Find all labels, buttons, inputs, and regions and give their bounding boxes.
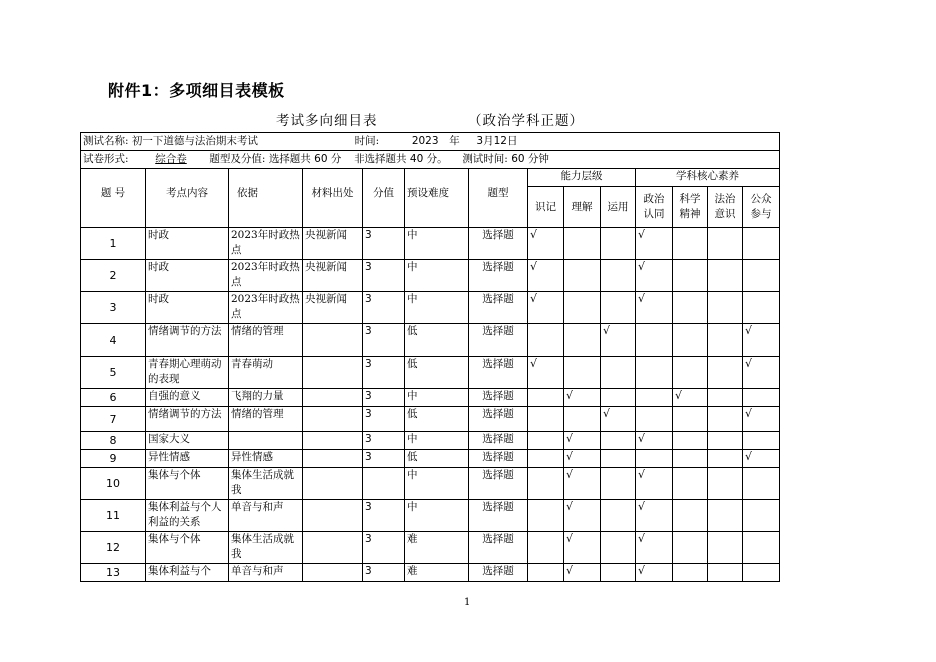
legal-awareness-cell [708, 407, 743, 432]
difficulty: 低 [405, 324, 469, 357]
question-number: 11 [81, 500, 146, 532]
basis: 飞翔的力量 [229, 389, 303, 407]
table-row [81, 407, 780, 432]
material-source [303, 432, 363, 450]
basis: 2023年时政热点 [229, 228, 303, 260]
recall-cell [528, 450, 564, 468]
header-difficulty: 预设难度 [405, 169, 469, 228]
check-mark: √ [566, 389, 574, 402]
question-type: 选择题 [469, 292, 528, 324]
political-identity-cell [636, 324, 673, 357]
difficulty: 中 [405, 468, 469, 500]
table-row [81, 468, 780, 500]
public-participation-cell [743, 450, 780, 468]
basis: 单音与和声 [229, 564, 303, 582]
apply-cell [601, 324, 636, 357]
public-participation-cell [743, 228, 780, 260]
header-no: 题 号 [81, 169, 146, 228]
scientific-spirit-cell [673, 228, 708, 260]
question-type: 选择题 [469, 432, 528, 450]
difficulty: 低 [405, 450, 469, 468]
difficulty: 低 [405, 357, 469, 389]
public-participation-cell [743, 260, 780, 292]
legal-awareness-cell [708, 450, 743, 468]
difficulty: 中 [405, 292, 469, 324]
question-type: 选择题 [469, 468, 528, 500]
header-point: 考点内容 [146, 169, 229, 228]
knowledge-point: 时政 [146, 260, 229, 292]
material-source [303, 407, 363, 432]
exam-name: 初一下道德与法治期末考试 [131, 135, 258, 147]
understand-cell [564, 324, 601, 357]
score: 3 [363, 407, 405, 432]
check-mark: √ [566, 432, 574, 445]
apply-cell [601, 450, 636, 468]
political-identity-cell [636, 292, 673, 324]
table-row [81, 324, 780, 357]
check-mark: √ [603, 324, 611, 337]
table-row [81, 564, 780, 582]
basis [229, 432, 303, 450]
knowledge-point: 集体与个体 [146, 532, 229, 564]
material-source: 央视新闻 [303, 292, 363, 324]
public-participation-cell [743, 292, 780, 324]
understand-cell [564, 389, 601, 407]
nonchoice-unit: 分。 [426, 153, 448, 165]
basis: 2023年时政热点 [229, 292, 303, 324]
understand-cell [564, 450, 601, 468]
score: 3 [363, 500, 405, 532]
question-number: 5 [81, 357, 146, 389]
public-participation-cell [743, 324, 780, 357]
apply-cell [601, 357, 636, 389]
scientific-spirit-cell [673, 432, 708, 450]
header-score: 分值 [363, 169, 405, 228]
scientific-spirit-cell [673, 532, 708, 564]
material-source [303, 500, 363, 532]
question-number: 4 [81, 324, 146, 357]
apply-cell [601, 228, 636, 260]
political-identity-cell [636, 260, 673, 292]
exam-date: 3月12日 [476, 135, 518, 147]
question-type: 选择题 [469, 357, 528, 389]
form-label: 试卷形式: [83, 153, 129, 165]
legal-awareness-cell [708, 260, 743, 292]
duration-value: 60 [511, 153, 525, 165]
knowledge-point: 国家大义 [146, 432, 229, 450]
understand-cell [564, 564, 601, 582]
choice-text: 选择题共 [268, 153, 311, 165]
header-scientific-spirit: 科学精神 [673, 187, 708, 228]
score: 3 [363, 228, 405, 260]
recall-cell [528, 260, 564, 292]
check-mark: √ [530, 260, 538, 273]
check-mark: √ [638, 500, 646, 513]
check-mark: √ [530, 228, 538, 241]
knowledge-point: 自强的意义 [146, 389, 229, 407]
question-type: 选择题 [469, 564, 528, 582]
check-mark: √ [566, 564, 574, 577]
scientific-spirit-cell [673, 407, 708, 432]
material-source [303, 357, 363, 389]
recall-cell [528, 564, 564, 582]
score: 3 [363, 564, 405, 582]
table-row [81, 357, 780, 389]
nonchoice-score: 40 [409, 153, 424, 165]
table-row [81, 500, 780, 532]
question-number: 13 [81, 564, 146, 582]
knowledge-point: 时政 [146, 292, 229, 324]
score-label: 题型及分值: [209, 153, 266, 165]
question-number: 7 [81, 407, 146, 432]
material-source [303, 450, 363, 468]
public-participation-cell [743, 468, 780, 500]
table-row [81, 228, 780, 260]
legal-awareness-cell [708, 324, 743, 357]
check-mark: √ [638, 532, 646, 545]
basis: 异性情感 [229, 450, 303, 468]
legal-awareness-cell [708, 532, 743, 564]
header-legal-awareness: 法治意识 [708, 187, 743, 228]
choice-score: 60 [314, 153, 328, 165]
difficulty: 难 [405, 564, 469, 582]
question-number: 3 [81, 292, 146, 324]
question-number: 1 [81, 228, 146, 260]
check-mark: √ [745, 357, 753, 370]
understand-cell [564, 260, 601, 292]
check-mark: √ [745, 324, 753, 337]
table-row [81, 450, 780, 468]
legal-awareness-cell [708, 500, 743, 532]
question-type: 选择题 [469, 260, 528, 292]
material-source [303, 564, 363, 582]
recall-cell [528, 468, 564, 500]
material-source [303, 532, 363, 564]
public-participation-cell [743, 389, 780, 407]
basis: 集体生活成就我 [229, 532, 303, 564]
exam-name-label: 测试名称: [83, 135, 129, 147]
apply-cell [601, 468, 636, 500]
question-type: 选择题 [469, 532, 528, 564]
header-recall: 识记 [528, 187, 564, 228]
header-literacy: 学科核心素养 [636, 169, 780, 187]
understand-cell [564, 432, 601, 450]
political-identity-cell [636, 407, 673, 432]
question-type: 选择题 [469, 500, 528, 532]
recall-cell [528, 407, 564, 432]
public-participation-cell [743, 432, 780, 450]
recall-cell [528, 324, 564, 357]
score: 3 [363, 450, 405, 468]
political-identity-cell [636, 564, 673, 582]
legal-awareness-cell [708, 228, 743, 260]
basis: 2023年时政热点 [229, 260, 303, 292]
question-number: 6 [81, 389, 146, 407]
apply-cell [601, 432, 636, 450]
score: 3 [363, 357, 405, 389]
difficulty: 中 [405, 432, 469, 450]
check-mark: √ [675, 389, 683, 402]
score [363, 468, 405, 500]
table-row [81, 432, 780, 450]
check-mark: √ [530, 292, 538, 305]
check-mark: √ [530, 357, 538, 370]
recall-cell [528, 389, 564, 407]
knowledge-point: 时政 [146, 228, 229, 260]
header-basis: 依据 [229, 169, 303, 228]
question-type: 选择题 [469, 228, 528, 260]
understand-cell [564, 357, 601, 389]
question-number: 12 [81, 532, 146, 564]
score: 3 [363, 432, 405, 450]
header-ability: 能力层级 [528, 169, 636, 187]
table-row [81, 292, 780, 324]
header-type: 题型 [469, 169, 528, 228]
difficulty: 中 [405, 500, 469, 532]
table-row [81, 389, 780, 407]
header-public-participation: 公众参与 [743, 187, 780, 228]
duration-unit: 分钟 [527, 153, 549, 165]
recall-cell [528, 228, 564, 260]
check-mark: √ [745, 407, 753, 420]
legal-awareness-cell [708, 468, 743, 500]
check-mark: √ [638, 564, 646, 577]
apply-cell [601, 500, 636, 532]
question-number: 9 [81, 450, 146, 468]
knowledge-point: 情绪调节的方法 [146, 324, 229, 357]
basis: 集体生活成就我 [229, 468, 303, 500]
public-participation-cell [743, 532, 780, 564]
political-identity-cell [636, 357, 673, 389]
question-type: 选择题 [469, 324, 528, 357]
score: 3 [363, 532, 405, 564]
material-source [303, 324, 363, 357]
header-political-identity: 政治认同 [636, 187, 673, 228]
scientific-spirit-cell [673, 389, 708, 407]
form-value: 综合卷 [155, 153, 187, 165]
document-title: 考试多向细目表 [276, 113, 378, 129]
header-apply: 运用 [601, 187, 636, 228]
exam-info-row [81, 133, 780, 151]
legal-awareness-cell [708, 389, 743, 407]
question-number: 2 [81, 260, 146, 292]
public-participation-cell [743, 407, 780, 432]
knowledge-point: 集体利益与个人利益的关系 [146, 500, 229, 532]
check-mark: √ [566, 450, 574, 463]
knowledge-point: 青春期心理萌动的表现 [146, 357, 229, 389]
recall-cell [528, 500, 564, 532]
material-source: 央视新闻 [303, 228, 363, 260]
material-source: 央视新闻 [303, 260, 363, 292]
question-number: 8 [81, 432, 146, 450]
question-type: 选择题 [469, 450, 528, 468]
understand-cell [564, 532, 601, 564]
time-label: 时间: [354, 135, 380, 147]
recall-cell [528, 532, 564, 564]
knowledge-point: 集体与个体 [146, 468, 229, 500]
question-type: 选择题 [469, 407, 528, 432]
exam-year: 2023 [411, 135, 439, 147]
table-row [81, 532, 780, 564]
exam-form-row [81, 151, 780, 169]
scientific-spirit-cell [673, 292, 708, 324]
material-source [303, 468, 363, 500]
material-source [303, 389, 363, 407]
check-mark: √ [638, 292, 646, 305]
check-mark: √ [638, 228, 646, 241]
difficulty: 中 [405, 260, 469, 292]
apply-cell [601, 407, 636, 432]
question-number: 10 [81, 468, 146, 500]
knowledge-point: 情绪调节的方法 [146, 407, 229, 432]
understand-cell [564, 468, 601, 500]
score: 3 [363, 324, 405, 357]
apply-cell [601, 260, 636, 292]
score: 3 [363, 389, 405, 407]
difficulty: 难 [405, 532, 469, 564]
score: 3 [363, 292, 405, 324]
public-participation-cell [743, 564, 780, 582]
page-number: 1 [464, 597, 471, 608]
table-row [81, 260, 780, 292]
legal-awareness-cell [708, 564, 743, 582]
check-mark: √ [745, 450, 753, 463]
scientific-spirit-cell [673, 564, 708, 582]
duration-label: 测试时间: [462, 153, 508, 165]
basis: 单音与和声 [229, 500, 303, 532]
political-identity-cell [636, 432, 673, 450]
understand-cell [564, 407, 601, 432]
political-identity-cell [636, 500, 673, 532]
political-identity-cell [636, 468, 673, 500]
knowledge-point: 异性情感 [146, 450, 229, 468]
public-participation-cell [743, 500, 780, 532]
apply-cell [601, 532, 636, 564]
difficulty: 中 [405, 228, 469, 260]
check-mark: √ [566, 468, 574, 481]
nonchoice-text: 非选择题共 [354, 153, 407, 165]
legal-awareness-cell [708, 357, 743, 389]
score: 3 [363, 260, 405, 292]
recall-cell [528, 357, 564, 389]
scientific-spirit-cell [673, 450, 708, 468]
basis: 情绪的管理 [229, 324, 303, 357]
understand-cell [564, 292, 601, 324]
check-mark: √ [638, 260, 646, 273]
header-understand: 理解 [564, 187, 601, 228]
political-identity-cell [636, 228, 673, 260]
basis: 青春萌动 [229, 357, 303, 389]
legal-awareness-cell [708, 292, 743, 324]
scientific-spirit-cell [673, 324, 708, 357]
political-identity-cell [636, 389, 673, 407]
check-mark: √ [638, 468, 646, 481]
header-material: 材料出处 [303, 169, 363, 228]
apply-cell [601, 292, 636, 324]
public-participation-cell [743, 357, 780, 389]
basis: 情绪的管理 [229, 407, 303, 432]
understand-cell [564, 500, 601, 532]
specification-table [80, 132, 780, 582]
check-mark: √ [566, 500, 574, 513]
year-unit: 年 [449, 135, 460, 147]
scientific-spirit-cell [673, 468, 708, 500]
apply-cell [601, 389, 636, 407]
question-type: 选择题 [469, 389, 528, 407]
check-mark: √ [603, 407, 611, 420]
scientific-spirit-cell [673, 357, 708, 389]
recall-cell [528, 432, 564, 450]
check-mark: √ [566, 532, 574, 545]
political-identity-cell [636, 450, 673, 468]
understand-cell [564, 228, 601, 260]
choice-unit: 分 [330, 153, 342, 165]
recall-cell [528, 292, 564, 324]
check-mark: √ [638, 432, 646, 445]
scientific-spirit-cell [673, 260, 708, 292]
apply-cell [601, 564, 636, 582]
scientific-spirit-cell [673, 500, 708, 532]
difficulty: 中 [405, 389, 469, 407]
header-row-1 [81, 169, 780, 187]
subject-label: （政治学科正题） [468, 113, 584, 129]
attachment-title: 附件1：多项细目表模板 [108, 81, 285, 100]
political-identity-cell [636, 532, 673, 564]
knowledge-point: 集体利益与个 [146, 564, 229, 582]
difficulty: 低 [405, 407, 469, 432]
legal-awareness-cell [708, 432, 743, 450]
